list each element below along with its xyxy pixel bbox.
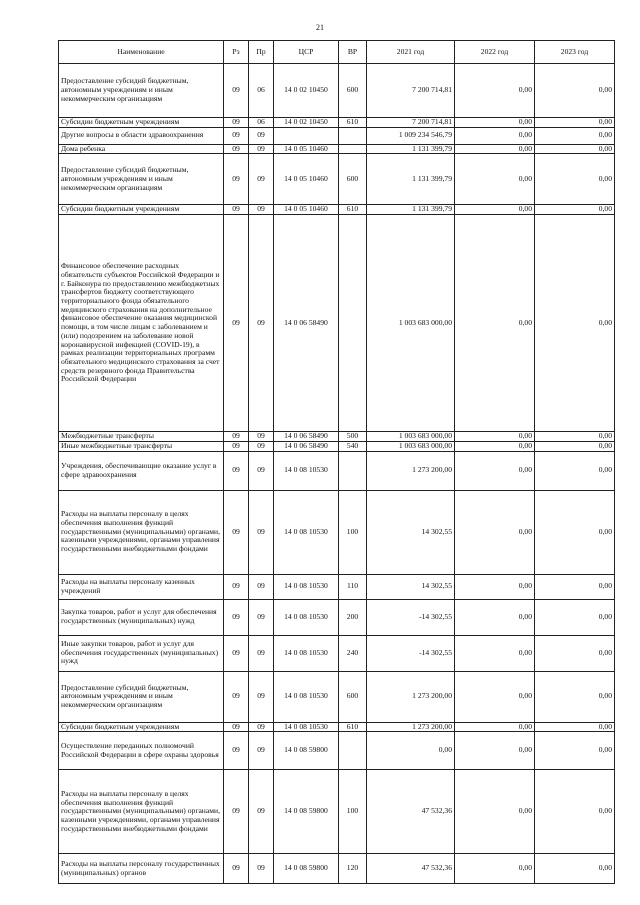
row-csr: 14 0 08 10530 [274,599,339,635]
row-2023: 0,00 [535,599,615,635]
table-row [59,732,615,770]
row-2023: 0,00 [535,451,615,490]
row-2021: 1 131 399,79 [367,205,455,215]
header-vr: ВР [339,41,367,64]
row-2022: 0,00 [455,432,535,442]
row-rz: 09 [224,118,249,128]
row-2021: 0,00 [367,732,455,770]
row-2023: 0,00 [535,574,615,599]
row-2023: 0,00 [535,671,615,722]
row-pr: 09 [249,732,274,770]
row-2021: -14 302,55 [367,599,455,635]
table-row [59,770,615,854]
row-2021: 1 003 683 000,00 [367,215,455,432]
row-rz: 09 [224,215,249,432]
row-2021: 1 009 234 546,79 [367,127,455,144]
row-csr: 14 0 02 10450 [274,118,339,128]
row-2023: 0,00 [535,441,615,451]
row-csr [274,127,339,144]
row-csr: 14 0 05 10460 [274,154,339,205]
row-csr: 14 0 05 10460 [274,205,339,215]
row-csr: 14 0 08 10530 [274,722,339,732]
row-2023: 0,00 [535,154,615,205]
header-2023: 2023 год [535,41,615,64]
row-rz: 09 [224,854,249,884]
table-row [59,854,615,884]
row-vr: 100 [339,490,367,574]
row-name: Финансовое обеспечение расходных обязательств субъектов Российской Федерации и г. Байконура по предоставлению межбюджетных трансфертов бюджету соответствующего территориального фонда обязательного медицинского страхования на дополнительное финансовое обеспечение оказания медицинской помощи, в том числе лицам с заболеванием и (или) подозрением на заболевание новой коронавирусной инфекцией (COVID-19), в рамках реализации территориальных программ обязательного медицинского страхования за счет средств резервного фонда Правительства Российской Федерации [59,215,224,432]
table-row [59,635,615,671]
row-csr: 14 0 08 59800 [274,854,339,884]
table-row [59,451,615,490]
row-vr: 610 [339,118,367,128]
row-2022: 0,00 [455,722,535,732]
row-2023: 0,00 [535,732,615,770]
budget-table [58,40,615,884]
row-name: Предоставление субсидий бюджетным, автономным учреждениям и иным некоммерческим организациям [59,64,224,118]
table-row [59,599,615,635]
row-rz: 09 [224,127,249,144]
row-pr: 09 [249,671,274,722]
row-2023: 0,00 [535,490,615,574]
row-pr: 09 [249,490,274,574]
row-rz: 09 [224,64,249,118]
row-2021: 1 131 399,79 [367,144,455,154]
row-name: Предоставление субсидий бюджетным, автономным учреждениям и иным некоммерческим организациям [59,671,224,722]
row-csr: 14 0 06 58490 [274,441,339,451]
row-2023: 0,00 [535,770,615,854]
row-2023: 0,00 [535,205,615,215]
header-row [59,41,615,64]
row-2021: -14 302,55 [367,635,455,671]
row-2021: 14 302,55 [367,574,455,599]
table-row [59,441,615,451]
row-vr: 200 [339,599,367,635]
row-vr [339,732,367,770]
row-2022: 0,00 [455,490,535,574]
row-pr: 09 [249,127,274,144]
row-2021: 7 200 714,81 [367,118,455,128]
row-rz: 09 [224,154,249,205]
row-2022: 0,00 [455,118,535,128]
table-row [59,722,615,732]
row-2022: 0,00 [455,770,535,854]
row-2022: 0,00 [455,854,535,884]
row-2023: 0,00 [535,118,615,128]
row-rz: 09 [224,635,249,671]
row-2023: 0,00 [535,64,615,118]
row-csr: 14 0 05 10460 [274,144,339,154]
row-2023: 0,00 [535,722,615,732]
row-vr [339,215,367,432]
table-row [59,118,615,128]
row-csr: 14 0 02 10450 [274,64,339,118]
row-2023: 0,00 [535,854,615,884]
row-2022: 0,00 [455,64,535,118]
row-pr: 09 [249,574,274,599]
row-rz: 09 [224,432,249,442]
row-pr: 06 [249,118,274,128]
table-row [59,127,615,144]
table-row [59,215,615,432]
row-rz: 09 [224,599,249,635]
row-vr: 600 [339,671,367,722]
row-name: Дома ребенка [59,144,224,154]
row-csr: 14 0 08 59800 [274,732,339,770]
row-2022: 0,00 [455,441,535,451]
row-2022: 0,00 [455,599,535,635]
row-vr [339,451,367,490]
header-pr: Пр [249,41,274,64]
row-vr [339,144,367,154]
row-2021: 7 200 714,81 [367,64,455,118]
row-2023: 0,00 [535,432,615,442]
table-row [59,154,615,205]
row-vr: 240 [339,635,367,671]
table-row [59,432,615,442]
row-vr: 120 [339,854,367,884]
row-rz: 09 [224,490,249,574]
row-pr: 09 [249,432,274,442]
row-vr: 500 [339,432,367,442]
row-vr: 600 [339,154,367,205]
row-csr: 14 0 06 58490 [274,215,339,432]
page-number: 21 [316,23,324,32]
row-csr: 14 0 08 10530 [274,671,339,722]
table-row [59,144,615,154]
table-row [59,205,615,215]
row-pr: 09 [249,722,274,732]
row-csr: 14 0 06 58490 [274,432,339,442]
row-pr: 09 [249,144,274,154]
row-vr [339,127,367,144]
table-row [59,490,615,574]
row-name: Учреждения, обеспечивающие оказание услуг в сфере здравоохранения [59,451,224,490]
row-csr: 14 0 08 10530 [274,635,339,671]
row-2022: 0,00 [455,574,535,599]
row-name: Расходы на выплаты персоналу государственных (муниципальных) органов [59,854,224,884]
row-rz: 09 [224,671,249,722]
row-pr: 09 [249,215,274,432]
row-pr: 09 [249,441,274,451]
row-pr: 09 [249,154,274,205]
row-name: Предоставление субсидий бюджетным, автономным учреждениям и иным некоммерческим организациям [59,154,224,205]
row-2022: 0,00 [455,205,535,215]
row-name: Закупка товаров, работ и услуг для обеспечения государственных (муниципальных) нужд [59,599,224,635]
row-csr: 14 0 08 59800 [274,770,339,854]
row-2023: 0,00 [535,215,615,432]
row-vr: 600 [339,64,367,118]
row-2022: 0,00 [455,154,535,205]
row-2021: 1 273 200,00 [367,671,455,722]
row-pr: 06 [249,64,274,118]
row-pr: 09 [249,599,274,635]
row-rz: 09 [224,574,249,599]
header-rz: Рз [224,41,249,64]
row-2021: 1 131 399,79 [367,154,455,205]
row-2022: 0,00 [455,671,535,722]
row-csr: 14 0 08 10530 [274,574,339,599]
row-vr: 100 [339,770,367,854]
row-vr: 610 [339,722,367,732]
row-name: Расходы на выплаты персоналу казенных учреждений [59,574,224,599]
row-2021: 47 532,36 [367,854,455,884]
row-pr: 09 [249,770,274,854]
row-2022: 0,00 [455,127,535,144]
row-rz: 09 [224,205,249,215]
header-csr: ЦСР [274,41,339,64]
row-2023: 0,00 [535,127,615,144]
row-rz: 09 [224,451,249,490]
row-rz: 09 [224,144,249,154]
row-csr: 14 0 08 10530 [274,451,339,490]
row-pr: 09 [249,854,274,884]
row-name: Субсидии бюджетным учреждениям [59,722,224,732]
row-2021: 14 302,55 [367,490,455,574]
row-name: Межбюджетные трансферты [59,432,224,442]
header-2022: 2022 год [455,41,535,64]
header-2021: 2021 год [367,41,455,64]
row-2021: 1 003 683 000,00 [367,432,455,442]
row-2023: 0,00 [535,144,615,154]
row-2022: 0,00 [455,635,535,671]
row-vr: 110 [339,574,367,599]
row-name: Другие вопросы в области здравоохранения [59,127,224,144]
row-name: Субсидии бюджетным учреждениям [59,118,224,128]
table-row [59,64,615,118]
row-rz: 09 [224,732,249,770]
row-name: Иные межбюджетные трансферты [59,441,224,451]
row-2021: 1 273 200,00 [367,451,455,490]
row-2021: 1 273 200,00 [367,722,455,732]
row-csr: 14 0 08 10530 [274,490,339,574]
row-pr: 09 [249,635,274,671]
row-2021: 47 532,36 [367,770,455,854]
row-pr: 09 [249,205,274,215]
row-pr: 09 [249,451,274,490]
row-2022: 0,00 [455,451,535,490]
row-name: Субсидии бюджетным учреждениям [59,205,224,215]
row-2022: 0,00 [455,215,535,432]
row-rz: 09 [224,441,249,451]
table-row [59,574,615,599]
row-2023: 0,00 [535,635,615,671]
row-rz: 09 [224,770,249,854]
row-name: Иные закупки товаров, работ и услуг для обеспечения государственных (муниципальных) нужд [59,635,224,671]
table-row [59,671,615,722]
row-name: Расходы на выплаты персоналу в целях обеспечения выполнения функций государственными (муниципальными) органами, казенными учреждениями, органами управления государственными внебюджетными фондами [59,770,224,854]
row-rz: 09 [224,722,249,732]
row-2021: 1 003 683 000,00 [367,441,455,451]
row-2022: 0,00 [455,732,535,770]
row-name: Осуществление переданных полномочий Российской Федерации в сфере охраны здоровья [59,732,224,770]
row-name: Расходы на выплаты персоналу в целях обеспечения выполнения функций государственными (муниципальными) органами, казенными учреждениями, органами управления государственными внебюджетными фондами [59,490,224,574]
row-2022: 0,00 [455,144,535,154]
row-vr: 540 [339,441,367,451]
row-vr: 610 [339,205,367,215]
header-name: Наименование [59,41,224,64]
